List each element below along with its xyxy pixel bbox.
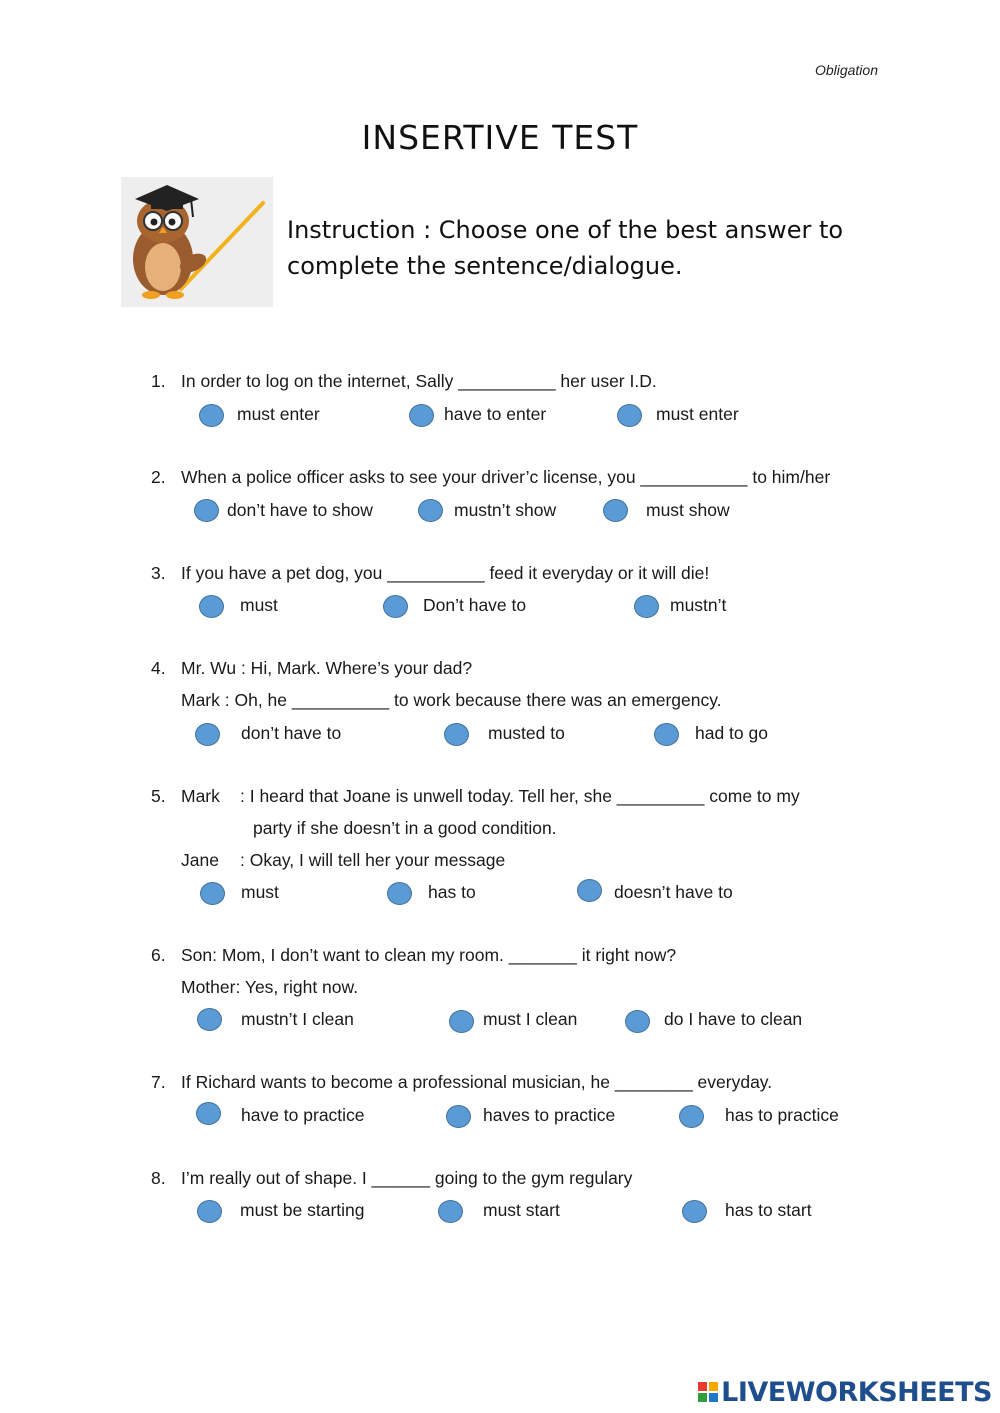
radio-circle-icon[interactable] bbox=[200, 882, 225, 905]
option-label: must start bbox=[483, 1200, 560, 1220]
option-label: had to go bbox=[695, 723, 768, 743]
radio-circle-icon[interactable] bbox=[197, 1200, 222, 1223]
option-label: must show bbox=[646, 500, 730, 520]
radio-circle-icon[interactable] bbox=[449, 1010, 474, 1033]
option-label: mustn’t I clean bbox=[241, 1009, 354, 1029]
logo-text: LIVEWORKSHEETS bbox=[721, 1376, 992, 1408]
radio-circle-icon[interactable] bbox=[682, 1200, 707, 1223]
option-label: has to start bbox=[725, 1200, 812, 1220]
radio-circle-icon[interactable] bbox=[409, 404, 434, 427]
speaker-label: Jane bbox=[181, 850, 219, 870]
radio-circle-icon[interactable] bbox=[634, 595, 659, 618]
radio-circle-icon[interactable] bbox=[199, 595, 224, 618]
radio-circle-icon[interactable] bbox=[197, 1008, 222, 1031]
question-text: I’m really out of shape. I ______ going to the gym regulary bbox=[181, 1168, 633, 1188]
radio-circle-icon[interactable] bbox=[679, 1105, 704, 1128]
instruction-line-2: complete the sentence/dialogue. bbox=[287, 252, 683, 280]
question-number: 6. bbox=[151, 945, 166, 965]
option-label: don’t have to bbox=[241, 723, 342, 743]
question-text: When a police officer asks to see your driver’c license, you ___________ to him/her bbox=[181, 467, 831, 487]
instruction-line-1: Instruction : Choose one of the best answer to bbox=[287, 216, 844, 244]
question-text: Mr. Wu : Hi, Mark. Where’s your dad? bbox=[181, 658, 473, 678]
option-label: haves to practice bbox=[483, 1105, 616, 1125]
radio-circle-icon[interactable] bbox=[577, 879, 602, 902]
option-label: musted to bbox=[488, 723, 565, 743]
owl-teacher-icon bbox=[121, 177, 273, 307]
question-number: 3. bbox=[151, 563, 166, 583]
topic-label: Obligation bbox=[814, 62, 878, 78]
radio-circle-icon[interactable] bbox=[418, 499, 443, 522]
radio-circle-icon[interactable] bbox=[196, 1102, 221, 1125]
liveworksheets-logo[interactable] bbox=[698, 1377, 992, 1407]
question-number: 4. bbox=[151, 658, 166, 678]
question-number: 7. bbox=[151, 1072, 166, 1092]
option-label: has to bbox=[428, 882, 476, 902]
option-label: must enter bbox=[237, 404, 320, 424]
radio-circle-icon[interactable] bbox=[446, 1105, 471, 1128]
radio-circle-icon[interactable] bbox=[438, 1200, 463, 1223]
question-number: 2. bbox=[151, 467, 166, 487]
radio-circle-icon[interactable] bbox=[195, 723, 220, 746]
question-text: Mark : Oh, he __________ to work because there was an emergency. bbox=[181, 690, 722, 710]
question-text: Son: Mom, I don’t want to clean my room. _______ it right now? bbox=[181, 945, 677, 965]
option-label: have to enter bbox=[444, 404, 547, 424]
radio-circle-icon[interactable] bbox=[199, 404, 224, 427]
speaker-label: Mark bbox=[181, 786, 220, 806]
page-title: INSERTIVE TEST bbox=[361, 118, 639, 157]
option-label: Don’t have to bbox=[423, 595, 527, 615]
radio-circle-icon[interactable] bbox=[617, 404, 642, 427]
question-text: Mother: Yes, right now. bbox=[181, 977, 359, 997]
question-number: 1. bbox=[151, 371, 166, 391]
instruction-text bbox=[287, 212, 887, 284]
radio-circle-icon[interactable] bbox=[444, 723, 469, 746]
option-label: must bbox=[240, 595, 278, 615]
radio-circle-icon[interactable] bbox=[654, 723, 679, 746]
option-label: has to practice bbox=[725, 1105, 839, 1125]
option-label: mustn’t bbox=[670, 595, 727, 615]
option-label: have to practice bbox=[241, 1105, 365, 1125]
question-text: : I heard that Joane is unwell today. Tell her, she _________ come to my bbox=[240, 786, 800, 806]
radio-circle-icon[interactable] bbox=[194, 499, 219, 522]
logo-mark-icon bbox=[698, 1382, 718, 1402]
radio-circle-icon[interactable] bbox=[383, 595, 408, 618]
option-label: do I have to clean bbox=[664, 1009, 803, 1029]
option-label: doesn’t have to bbox=[614, 882, 733, 902]
question-text: If you have a pet dog, you __________ feed it everyday or it will die! bbox=[181, 563, 710, 583]
option-label: mustn’t show bbox=[454, 500, 557, 520]
radio-circle-icon[interactable] bbox=[387, 882, 412, 905]
option-label: must bbox=[241, 882, 279, 902]
radio-circle-icon[interactable] bbox=[603, 499, 628, 522]
question-text: : Okay, I will tell her your message bbox=[240, 850, 506, 870]
option-label: don’t have to show bbox=[227, 500, 373, 520]
question-text: If Richard wants to become a professional musician, he ________ everyday. bbox=[181, 1072, 773, 1092]
question-text: party if she doesn’t in a good condition. bbox=[253, 818, 557, 838]
radio-circle-icon[interactable] bbox=[625, 1010, 650, 1033]
question-text: In order to log on the internet, Sally __________ her user I.D. bbox=[181, 371, 657, 391]
option-label: must I clean bbox=[483, 1009, 578, 1029]
question-number: 5. bbox=[151, 786, 166, 806]
option-label: must be starting bbox=[240, 1200, 365, 1220]
option-label: must enter bbox=[656, 404, 739, 424]
question-number: 8. bbox=[151, 1168, 166, 1188]
